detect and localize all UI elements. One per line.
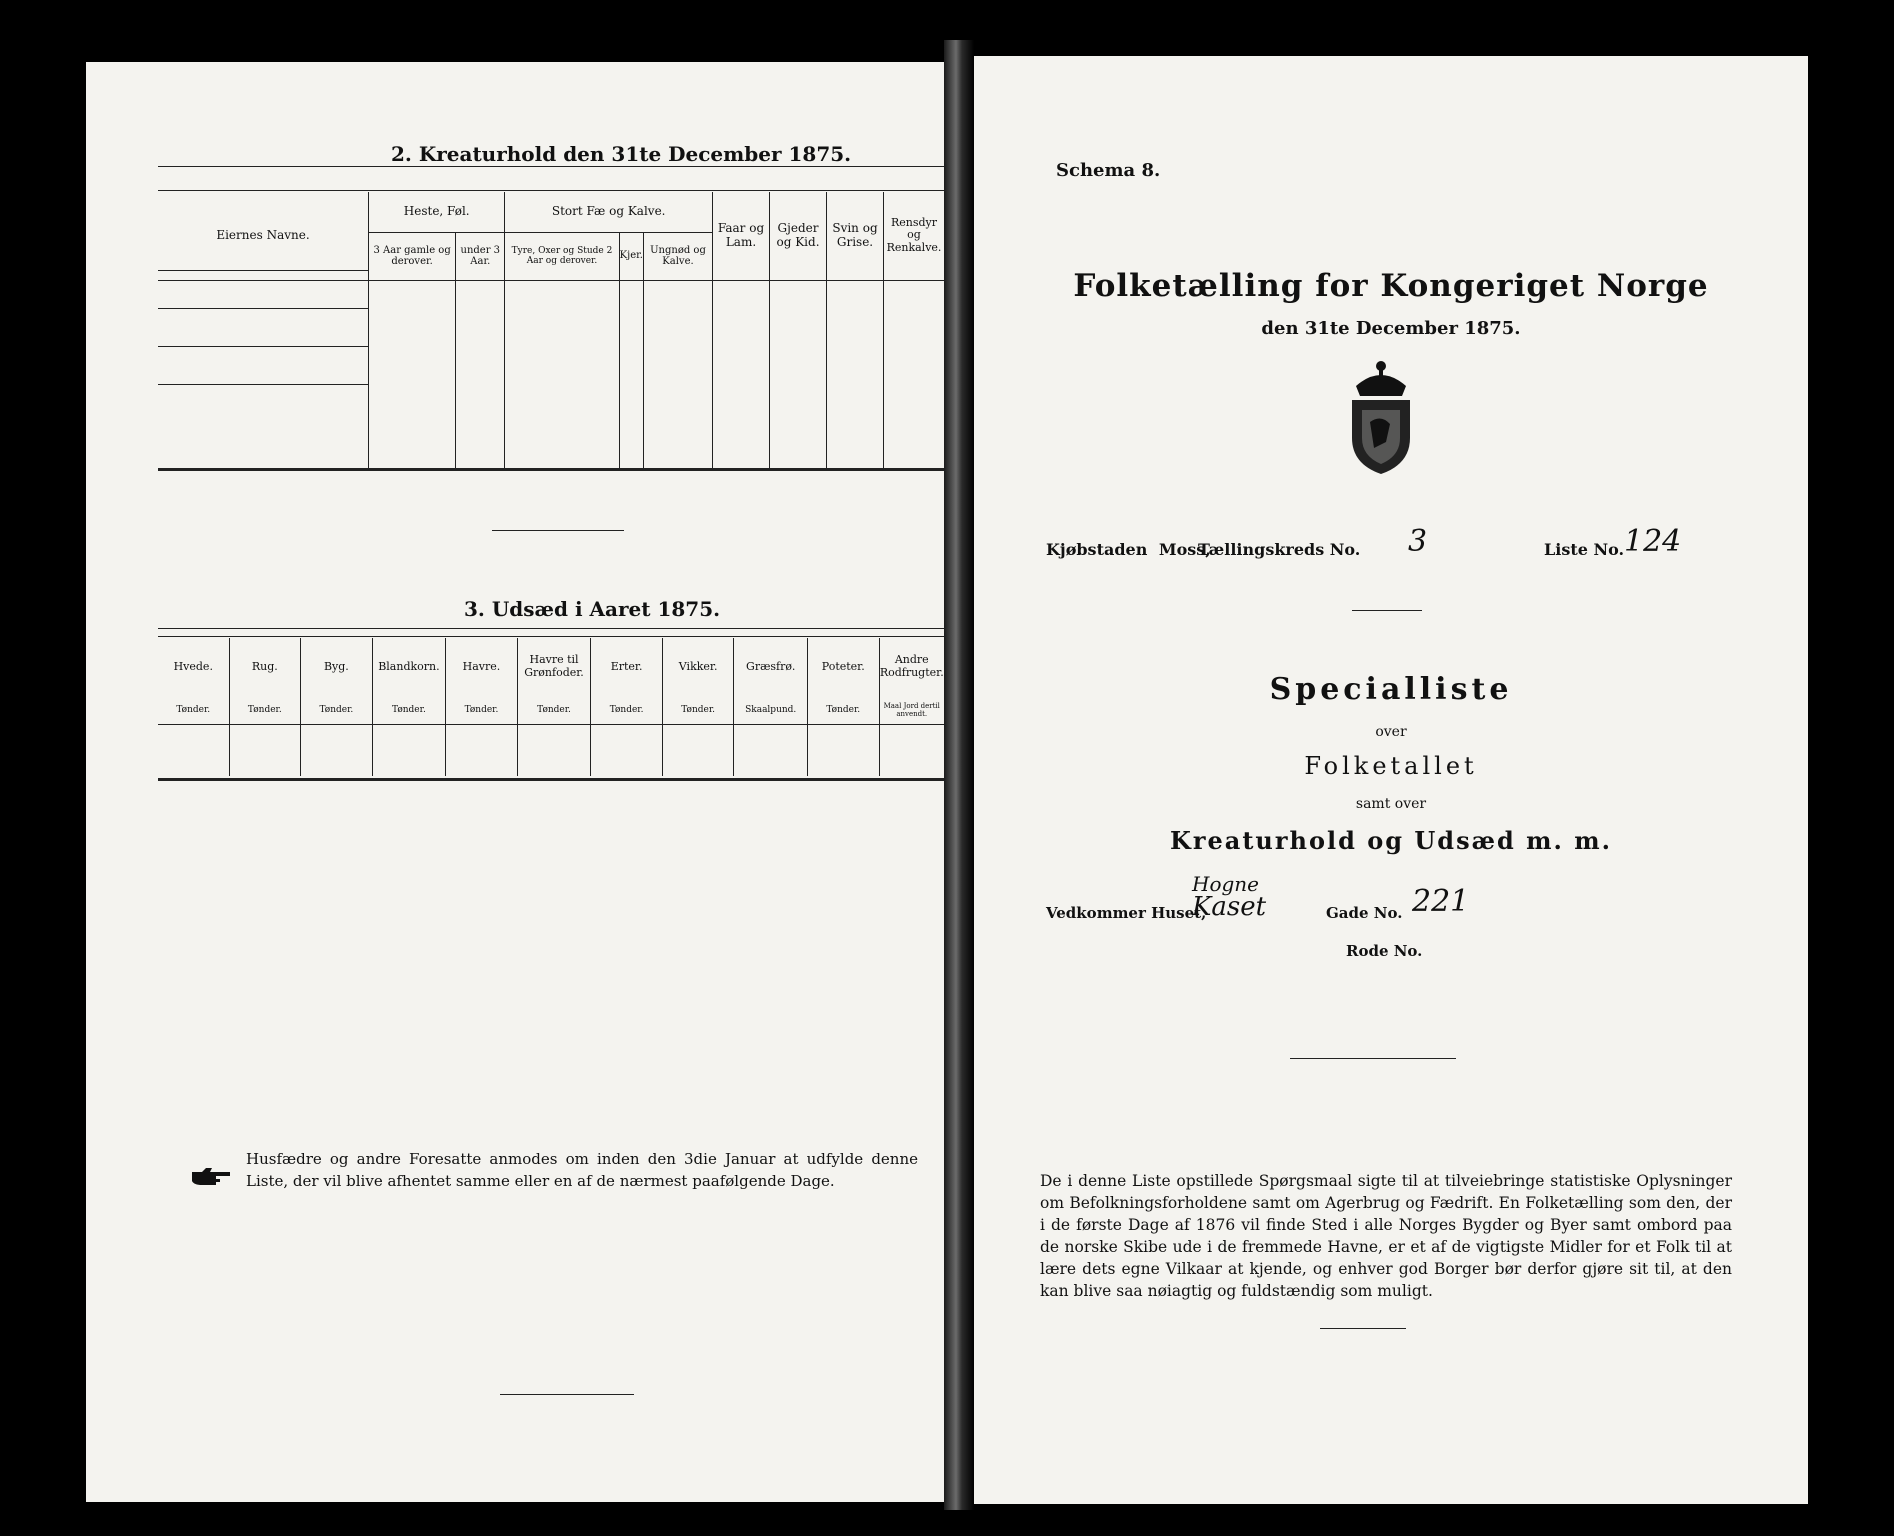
main-title: Folketælling for Kongeriget Norge [1073,268,1709,304]
unit-label: Tønder. [591,696,663,724]
graesfro-header: Græsfrø. [734,638,808,696]
liste-label: Liste No. [1544,540,1625,559]
info-paragraph: De i denne Liste opstillede Spørgsmaal sigte til at tilveiebringe statistiske Oplysninger om Befolkningsforholdene samt om Agerbrug og Fædrift. En Folketælling som den, der i de første Dage af 1876 vil finde Sted i alle Norges Bygder og Byer samt ombord paa de norske Skibe ude i de fremmede Havne, er et af de vigtigste Midler for et Folk til at lære dets egne Vilkaar at kjende, og enhver god Borger bør derfor gjøre sit til, at den kan blive saa nøiagtig og fuldstændig som muligt. [1040,1172,1732,1300]
heste-over3-header: 3 Aar gamle og derover. [369,232,456,280]
divider [1320,1328,1406,1329]
stortfae-header: Stort Fæ og Kalve. [505,192,713,232]
havre-header: Havre. [446,638,518,696]
gade-value: 221 [1412,884,1470,919]
rode-label: Rode No. [1346,942,1423,960]
divider [492,530,624,531]
specialliste-heading: Specialliste [1269,672,1513,707]
kreaturhold-title: 2. Kreaturhold den 31te December 1875. [391,142,852,166]
kjer-header: Kjer. [619,232,643,280]
unit-label: Tønder. [517,696,591,724]
kreds-value: 3 [1408,524,1428,559]
pointing-hand-icon [190,1166,234,1188]
hvede-header: Hvede. [158,638,229,696]
coat-of-arms-icon [1338,356,1424,476]
unit-label: Maal Jord dertil anvendt. [879,696,944,724]
kreaturhold-table [158,192,944,470]
divider [1352,610,1422,611]
divider [1290,1058,1456,1059]
liste-value: 124 [1624,524,1682,559]
poteter-header: Poteter. [807,638,879,696]
kreaturhold-heading: Kreaturhold og Udsæd m. m. [1170,826,1612,855]
gjeder-header: Gjeder og Kid. [770,192,827,280]
owner-header: Eiernes Navne. [158,192,369,280]
udsaed-table [158,638,944,776]
rensdyr-header: Rensdyr og Renkalve. [884,192,945,280]
faar-header: Faar og Lam. [713,192,770,280]
over-label: over [1375,724,1407,740]
tyre-header: Tyre, Oxer og Stude 2 Aar og derover. [505,232,619,280]
ungnod-header: Ungnød og Kalve. [643,232,712,280]
unit-label: Tønder. [158,696,229,724]
andre-rodfrugter-header: Andre Rodfrugter. [879,638,944,696]
unit-label: Tønder. [229,696,301,724]
byg-header: Byg. [301,638,373,696]
house-name-line2: Kaset [1192,892,1267,922]
book-spine [944,40,974,1510]
rug-header: Rug. [229,638,301,696]
kjobstaden-label: Kjøbstaden [1046,540,1148,559]
unit-label: Tønder. [662,696,734,724]
left-page [86,62,944,1502]
notice-text: Husfædre og andre Foresatte anmodes om inden den 3die Januar at udfylde denne Liste, der vil blive afhentet samme eller en af de nærmest paafølgende Dage. [246,1150,918,1190]
kjobstaden-value: Moss, [1158,540,1211,559]
unit-label: Tønder. [807,696,879,724]
udsaed-title: 3. Udsæd i Aaret 1875. [464,597,721,621]
right-page [974,56,1808,1504]
havre-gronfoder-header: Havre til Grønfoder. [517,638,591,696]
unit-label: Tønder. [372,696,446,724]
unit-label: Skaalpund. [734,696,808,724]
udsaed-body-row [158,724,944,776]
svin-header: Svin og Grise. [827,192,884,280]
schema-label: Schema 8. [1056,160,1161,181]
vedkommer-label: Vedkommer Huset, [1046,904,1207,922]
house-name-line1: Hogne [1192,872,1260,896]
blandkorn-header: Blandkorn. [372,638,446,696]
heste-header: Heste, Føl. [369,192,505,232]
vikker-header: Vikker. [662,638,734,696]
heste-under3-header: under 3 Aar. [456,232,505,280]
date-line: den 31te December 1875. [1261,318,1521,339]
unit-label: Tønder. [301,696,373,724]
gade-label: Gade No. [1326,904,1403,922]
erter-header: Erter. [591,638,663,696]
kreds-label: Tællingskreds No. [1198,540,1361,559]
unit-label: Tønder. [446,696,518,724]
samt-over-label: samt over [1355,796,1427,812]
divider [500,1394,634,1395]
folketallet-heading: Folketallet [1304,752,1478,780]
